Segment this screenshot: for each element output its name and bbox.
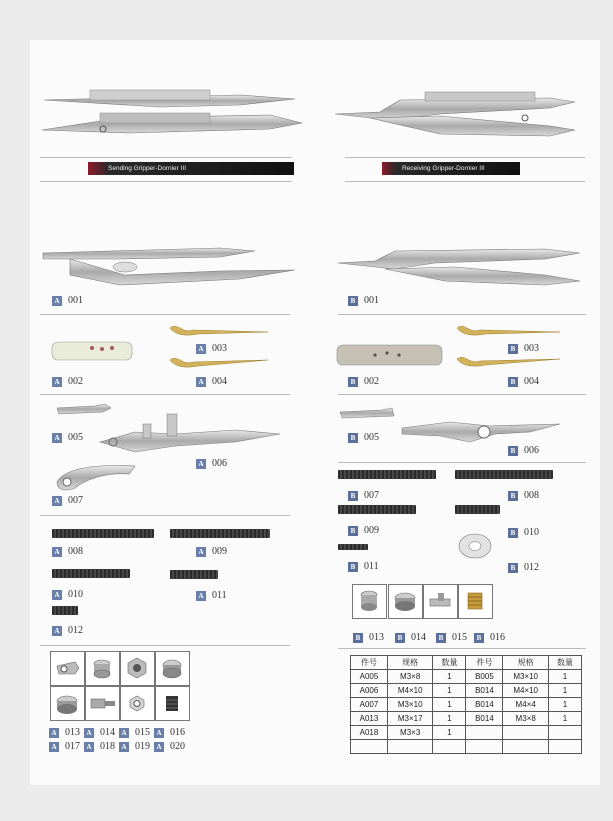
part-number: 011	[212, 590, 227, 601]
part-label-b007	[348, 490, 379, 501]
cell: 1	[548, 698, 581, 712]
part-number: 019	[135, 741, 150, 752]
cell	[503, 726, 549, 740]
badge-b: B	[508, 446, 518, 456]
part-b007-image	[338, 470, 436, 479]
part-b002-image	[335, 343, 445, 367]
part-label-b016	[474, 632, 505, 643]
divider	[345, 181, 585, 182]
part-b005-image	[338, 406, 396, 420]
part-label-a016	[154, 727, 185, 738]
badge-a: A	[52, 590, 62, 600]
table-row	[351, 670, 582, 684]
badge-a: A	[196, 377, 206, 387]
part-label-a009	[196, 546, 227, 557]
cell: 1	[433, 698, 466, 712]
part-a017-image	[50, 686, 85, 721]
part-number: 013	[369, 632, 384, 643]
cell: M3×17	[387, 712, 433, 726]
cell: 1	[433, 726, 466, 740]
badge-a: A	[196, 591, 206, 601]
header-part-no: 件号	[466, 656, 503, 670]
part-a001-image	[40, 245, 300, 290]
part-a014-image	[85, 651, 120, 686]
part-number: 012	[68, 625, 83, 636]
cell: 1	[548, 670, 581, 684]
header-qty: 数量	[548, 656, 581, 670]
badge-b: B	[436, 633, 446, 643]
table-row	[351, 740, 582, 754]
badge-b: B	[348, 433, 358, 443]
divider	[345, 157, 585, 158]
part-number: 010	[68, 589, 83, 600]
cell	[466, 740, 503, 754]
part-number: 001	[364, 295, 379, 306]
divider	[40, 181, 292, 182]
part-label-b012	[508, 562, 539, 573]
badge-b: B	[395, 633, 405, 643]
part-a004-image	[168, 354, 273, 370]
badge-a: A	[49, 728, 59, 738]
cell: M4×4	[503, 698, 549, 712]
part-b001-image	[335, 245, 585, 290]
divider	[338, 462, 586, 463]
badge-b: B	[348, 296, 358, 306]
part-a015-image	[120, 651, 155, 686]
part-number: 013	[65, 727, 80, 738]
part-number: 015	[452, 632, 467, 643]
header-qty: 数量	[433, 656, 466, 670]
badge-b: B	[508, 491, 518, 501]
part-number: 016	[490, 632, 505, 643]
cell: 1	[433, 670, 466, 684]
part-a006-image	[95, 412, 285, 457]
part-label-a019	[119, 741, 150, 752]
part-label-b011	[348, 561, 379, 572]
divider	[40, 645, 290, 646]
header-part-no: 件号	[351, 656, 388, 670]
divider	[40, 157, 292, 158]
badge-a: A	[52, 626, 62, 636]
part-number: 002	[364, 376, 379, 387]
cell	[351, 740, 388, 754]
badge-a: A	[196, 547, 206, 557]
part-label-a008	[52, 546, 83, 557]
badge-a: A	[154, 728, 164, 738]
part-number: 014	[100, 727, 115, 738]
part-number: 008	[524, 490, 539, 501]
part-b009-image	[338, 505, 416, 514]
part-a002-image	[50, 340, 135, 362]
part-label-b013	[353, 632, 384, 643]
part-number: 017	[65, 741, 80, 752]
badge-b: B	[348, 377, 358, 387]
sending-gripper-assembly-image	[40, 85, 310, 145]
part-a019-image	[120, 686, 155, 721]
part-label-a014	[84, 727, 115, 738]
cell: M3×10	[387, 698, 433, 712]
part-number: 020	[170, 741, 185, 752]
part-label-b015	[436, 632, 467, 643]
cell: 1	[433, 712, 466, 726]
part-label-b008	[508, 490, 539, 501]
cell: M3×8	[387, 670, 433, 684]
part-number: 014	[411, 632, 426, 643]
part-label-b002	[348, 376, 379, 387]
part-a008-image	[52, 529, 154, 538]
part-a010-image	[52, 569, 130, 578]
part-number: 006	[212, 458, 227, 469]
cell: M4×10	[503, 684, 549, 698]
divider	[40, 314, 290, 315]
cell: B014	[466, 712, 503, 726]
cell: A013	[351, 712, 388, 726]
cell: M3×10	[503, 670, 549, 684]
part-b006-image	[400, 416, 565, 446]
cell: M4×10	[387, 684, 433, 698]
badge-a: A	[196, 344, 206, 354]
badge-a: A	[52, 496, 62, 506]
part-b008-image	[455, 470, 553, 479]
spec-table-header-row	[351, 656, 582, 670]
part-label-a018	[84, 741, 115, 752]
part-number: 016	[170, 727, 185, 738]
part-a007-image	[55, 462, 140, 492]
cell: M3×3	[387, 726, 433, 740]
part-a020-image	[155, 686, 190, 721]
part-label-a004	[196, 376, 227, 387]
table-row	[351, 684, 582, 698]
divider	[338, 394, 586, 395]
part-a018-image	[85, 686, 120, 721]
badge-b: B	[508, 344, 518, 354]
divider	[40, 515, 290, 516]
part-label-a020	[154, 741, 185, 752]
part-number: 004	[524, 376, 539, 387]
badge-a: A	[49, 742, 59, 752]
cell	[548, 740, 581, 754]
part-number: 001	[68, 295, 83, 306]
badge-a: A	[52, 377, 62, 387]
part-b015-image	[423, 584, 458, 619]
cell: A007	[351, 698, 388, 712]
badge-a: A	[84, 742, 94, 752]
cell: B014	[466, 698, 503, 712]
part-b003-image	[455, 322, 565, 338]
badge-a: A	[196, 459, 206, 469]
part-number: 010	[524, 527, 539, 538]
cell	[387, 740, 433, 754]
part-number: 005	[364, 432, 379, 443]
part-b016-image	[458, 584, 493, 619]
cell: B014	[466, 684, 503, 698]
part-number: 006	[524, 445, 539, 456]
part-label-a006	[196, 458, 227, 469]
part-label-a007	[52, 495, 83, 506]
part-number: 015	[135, 727, 150, 738]
header-spec: 规格	[503, 656, 549, 670]
part-number: 002	[68, 376, 83, 387]
badge-a: A	[119, 742, 129, 752]
badge-b: B	[348, 491, 358, 501]
part-label-a017	[49, 741, 80, 752]
badge-a: A	[52, 296, 62, 306]
part-label-b010	[508, 527, 539, 538]
badge-b: B	[508, 528, 518, 538]
part-label-b009	[348, 525, 379, 536]
part-label-b014	[395, 632, 426, 643]
part-label-b005	[348, 432, 379, 443]
part-label-b001	[348, 295, 379, 306]
part-label-a013	[49, 727, 80, 738]
part-number: 009	[364, 525, 379, 536]
part-b010-image	[455, 505, 500, 514]
part-label-a005	[52, 432, 83, 443]
header-spec: 规格	[387, 656, 433, 670]
table-row	[351, 698, 582, 712]
cell: M3×8	[503, 712, 549, 726]
cell	[466, 726, 503, 740]
spec-table	[350, 655, 582, 754]
sending-gripper-caption: Sending Gripper-Dornier III	[88, 162, 294, 175]
badge-a: A	[84, 728, 94, 738]
part-label-a012	[52, 625, 83, 636]
part-a003-image	[168, 322, 273, 338]
part-a011-image	[170, 570, 218, 579]
table-row	[351, 712, 582, 726]
part-number: 003	[524, 343, 539, 354]
table-row	[351, 726, 582, 740]
part-b013-image	[352, 584, 387, 619]
cell: A018	[351, 726, 388, 740]
badge-b: B	[508, 377, 518, 387]
badge-b: B	[508, 563, 518, 573]
divider	[338, 314, 586, 315]
part-label-b004	[508, 376, 539, 387]
badge-a: A	[52, 433, 62, 443]
cell	[433, 740, 466, 754]
part-number: 011	[364, 561, 379, 572]
cell	[548, 726, 581, 740]
part-a012-image	[52, 606, 78, 615]
part-b012-image	[456, 531, 494, 561]
part-label-a002	[52, 376, 83, 387]
part-label-a003	[196, 343, 227, 354]
receiving-gripper-caption: Receiving Gripper-Dornier III	[382, 162, 520, 175]
receiving-gripper-assembly-image	[330, 88, 580, 143]
part-label-b006	[508, 445, 539, 456]
cell: 1	[433, 684, 466, 698]
part-number: 005	[68, 432, 83, 443]
part-number: 018	[100, 741, 115, 752]
part-number: 003	[212, 343, 227, 354]
cell: A006	[351, 684, 388, 698]
part-label-a011	[196, 590, 227, 601]
divider	[40, 394, 290, 395]
divider	[338, 648, 586, 649]
part-b011-image	[338, 544, 368, 550]
part-number: 012	[524, 562, 539, 573]
badge-b: B	[474, 633, 484, 643]
part-number: 009	[212, 546, 227, 557]
badge-a: A	[154, 742, 164, 752]
cell: A005	[351, 670, 388, 684]
part-number: 004	[212, 376, 227, 387]
part-b014-image	[388, 584, 423, 619]
part-number: 007	[68, 495, 83, 506]
part-number: 008	[68, 546, 83, 557]
part-label-a010	[52, 589, 83, 600]
badge-a: A	[119, 728, 129, 738]
part-b004-image	[455, 353, 565, 369]
part-number: 007	[364, 490, 379, 501]
part-a016-image	[155, 651, 190, 686]
cell: 1	[548, 684, 581, 698]
badge-b: B	[348, 562, 358, 572]
badge-b: B	[353, 633, 363, 643]
part-a009-image	[170, 529, 270, 538]
cell: 1	[548, 712, 581, 726]
part-label-a015	[119, 727, 150, 738]
badge-b: B	[348, 526, 358, 536]
cell	[503, 740, 549, 754]
badge-a: A	[52, 547, 62, 557]
part-a013-image	[50, 651, 85, 686]
cell: B005	[466, 670, 503, 684]
part-label-a001	[52, 295, 83, 306]
